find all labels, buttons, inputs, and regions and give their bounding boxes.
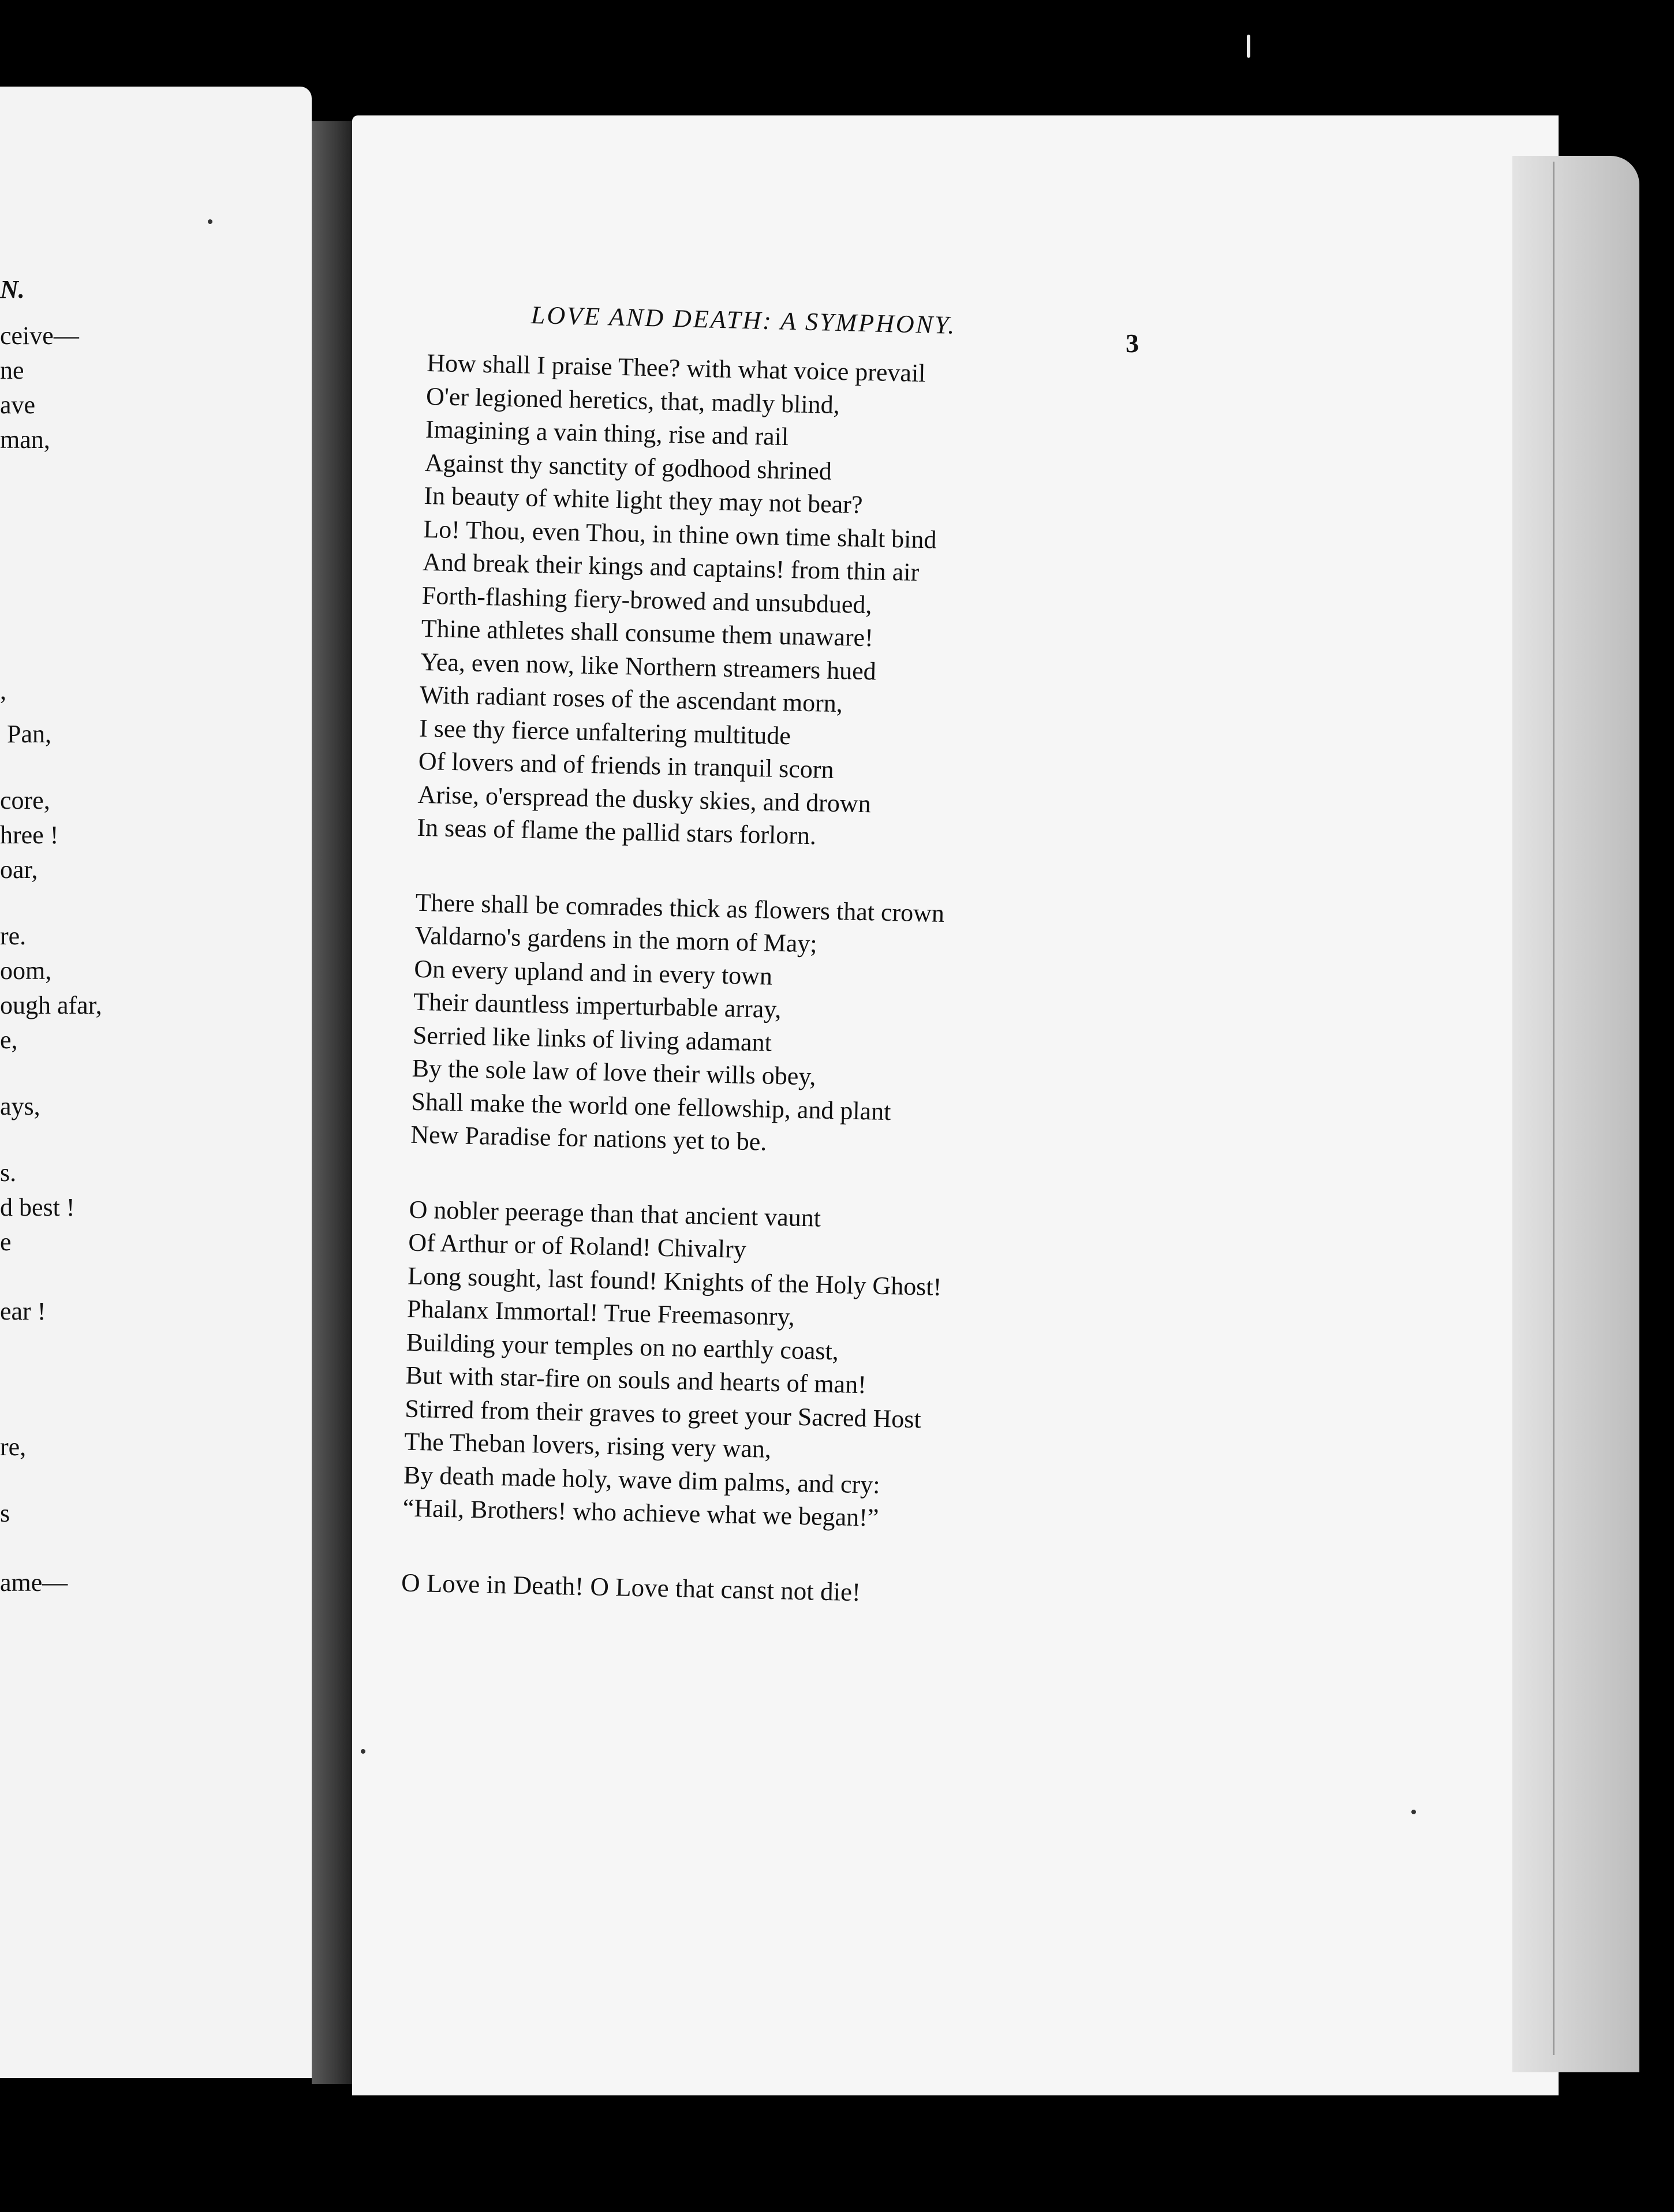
poem-line: Shall make the world one fellowship, and plant xyxy=(411,1087,891,1126)
poem-line: In seas of flame the pallid stars forlorn. xyxy=(417,813,817,850)
running-head: LOVE AND DEATH: A SYMPHONY. xyxy=(530,301,957,339)
final-line: O Love in Death! O Love that canst not die! xyxy=(401,1568,861,1606)
poem-line: On every upland and in every town xyxy=(413,954,773,991)
poem-line: But with star-fire on souls and hearts of man! xyxy=(405,1361,867,1399)
left-fragment: d best ! xyxy=(0,1193,75,1221)
left-fragment: e, xyxy=(0,1026,18,1054)
left-fragment: ame— xyxy=(0,1568,68,1597)
poem-line: Their dauntless imperturbable array, xyxy=(413,987,782,1024)
page-edge xyxy=(1512,156,1639,2072)
scan-speck xyxy=(361,1749,365,1754)
poem-line: And break their kings and captains! from thin air xyxy=(422,547,920,586)
left-page xyxy=(0,87,312,2078)
poem-line: Arise, o'erspread the dusky skies, and drown xyxy=(417,780,872,818)
poem-line: Long sought, last found! Knights of the Holy Ghost! xyxy=(407,1261,942,1301)
scan-speck xyxy=(1247,35,1250,58)
stanza xyxy=(417,346,1524,867)
left-fragment: ave xyxy=(0,391,36,419)
poem-line: I see thy fierce unfaltering multitude xyxy=(418,713,791,750)
left-fragment: , xyxy=(0,677,6,705)
poem-line: Yea, even now, like Northern streamers hued xyxy=(420,647,877,685)
left-fragment: N. xyxy=(0,275,25,304)
poem-line: Thine athletes shall consume them unaware! xyxy=(421,614,874,652)
left-fragment: ays, xyxy=(0,1092,40,1120)
poem-line: In beauty of white light they may not bear? xyxy=(424,481,863,519)
page-number: 3 xyxy=(1126,328,1139,358)
poem-line: There shall be comrades thick as flowers that crown xyxy=(415,888,945,928)
left-fragment: ne xyxy=(0,356,24,384)
left-fragment: oom, xyxy=(0,956,52,985)
poem-line: By the sole law of love their wills obey, xyxy=(412,1053,816,1091)
page-edge-line xyxy=(1553,162,1555,2055)
left-fragment: man, xyxy=(0,425,50,454)
left-fragment: ough afar, xyxy=(0,991,102,1019)
poem-line: Building your temples on no earthly coast, xyxy=(406,1328,839,1365)
left-fragment: s xyxy=(0,1499,10,1527)
left-fragment: ear ! xyxy=(0,1297,46,1325)
poem-line: Of Arthur or of Roland! Chivalry xyxy=(408,1228,747,1264)
poem-line: Stirred from their graves to greet your Sacred Host xyxy=(404,1394,922,1433)
left-fragment: ceive— xyxy=(0,322,79,350)
poem-line: With radiant roses of the ascendant morn, xyxy=(419,680,843,718)
left-fragment: s. xyxy=(0,1159,17,1187)
poem-line: Serried like links of living adamant xyxy=(412,1021,772,1057)
poem-line: O'er legioned heretics, that, madly blind, xyxy=(425,382,840,419)
book-gutter xyxy=(312,121,352,2084)
left-fragment: e xyxy=(0,1228,12,1256)
poem-line: Forth-flashing fiery-browed and unsubdued, xyxy=(421,581,872,619)
stanza xyxy=(402,1193,1506,1548)
scan-speck xyxy=(1411,1810,1416,1814)
left-fragment: hree ! xyxy=(0,821,59,849)
poem-body xyxy=(401,346,1524,1622)
poem-line: How shall I praise Thee? with what voice prevail xyxy=(426,348,926,388)
left-fragment: re. xyxy=(0,922,27,950)
poem-line: O nobler peerage than that ancient vaunt xyxy=(409,1195,821,1232)
stanza xyxy=(410,885,1512,1174)
poem-line: Phalanx Immortal! True Freemasonry, xyxy=(406,1294,795,1331)
poem-line: New Paradise for nations yet to be. xyxy=(410,1120,767,1156)
poem-line: Of lovers and of friends in tranquil scorn xyxy=(418,746,835,784)
poem-line: Imagining a vain thing, rise and rail xyxy=(425,414,789,451)
poem-line: Against thy sanctity of godhood shrined xyxy=(424,448,832,485)
left-fragment: Pan, xyxy=(7,720,51,748)
poem-line: Lo! Thou, even Thou, in thine own time shalt bind xyxy=(423,514,937,554)
scan-speck xyxy=(208,219,212,224)
poem-line: “Hail, Brothers! who achieve what we began!” xyxy=(402,1493,879,1532)
poem-line: Valdarno's gardens in the morn of May; xyxy=(414,921,818,958)
poem-line: By death made holy, wave dim palms, and cry: xyxy=(403,1460,880,1499)
left-fragment: core, xyxy=(0,786,50,814)
left-fragment: re, xyxy=(0,1433,27,1461)
poem-line: The Theban lovers, rising very wan, xyxy=(403,1427,772,1463)
left-fragment: oar, xyxy=(0,855,38,884)
